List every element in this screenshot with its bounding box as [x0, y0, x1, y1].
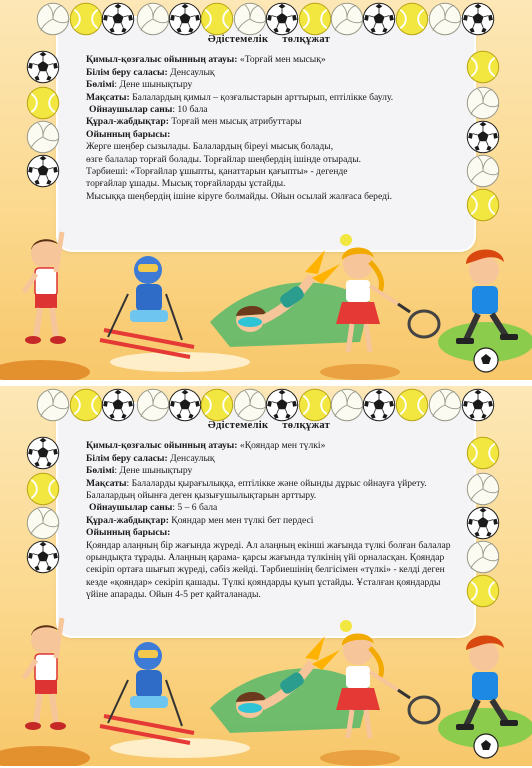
tennis-ball-icon	[395, 388, 429, 422]
soccer-ball-icon	[265, 2, 299, 36]
boy-figure	[24, 618, 66, 730]
players-label: Ойнаушылар саны	[89, 104, 173, 116]
tennis-ball-icon	[69, 388, 103, 422]
volleyball-icon	[466, 154, 500, 188]
card-title	[86, 420, 452, 432]
goal: : Балаларды қырағылыққа, ептілікке және ойынды дұрыс ойнауға үйрету. Балалардың ойынға деген қызығушылықтарын арттыру.	[86, 477, 427, 502]
tennis-ball-icon	[26, 472, 60, 506]
equipment: Торғай мен мысық атрибуттары	[171, 116, 302, 128]
goal: Балалардың қимыл – қозғалыстарын арттырып, ептілікке баулу.	[132, 91, 394, 103]
players: : 5 – 6 бала	[172, 502, 218, 514]
volleyball-icon	[466, 472, 500, 506]
title-left: Әдістемелік	[207, 34, 269, 45]
volleyball-icon	[136, 388, 170, 422]
progress-line: торғайлар ұшады. Мысық торғайларды ұстайды.	[86, 178, 286, 190]
soccer-ball-icon	[26, 154, 60, 188]
volleyball-icon	[428, 388, 462, 422]
progress-line: Жерге шеңбер сызылады. Балалардың біреуі мысық болады,	[86, 141, 334, 153]
soccer-ball-icon	[26, 540, 60, 574]
section-label: Бөлімі	[86, 79, 115, 91]
soccer-ball-icon	[26, 50, 60, 84]
volleyball-icon	[330, 2, 364, 36]
title-left: Әдістемелік	[207, 420, 269, 431]
soccer-ball-icon	[101, 2, 135, 36]
tennis-ball-icon	[395, 2, 429, 36]
tennis-ball-icon	[298, 388, 332, 422]
boy-figure	[24, 232, 66, 344]
tennis-ball-icon	[200, 2, 234, 36]
equipment: Қояндар мен мен түлкі бет пердесі	[171, 514, 314, 526]
progress-text: Қояндар алаңның бір жағында жүреді. Ал алаңның екінші жағында түлкі болған балалар орындықта тұрады. Алаңның қарама- қарсы жағында түлкінің үйі орналасқан. Қояндар секіріп ортаға шығып жүреді, сәбіз жейді. Тәрбиешінің белгісімен «түлкі» - келді деген кезде «қояндар» секіріп қашады. Түлкі қояндарды қуып ұстайды. Ұсталған қояндарды үйіне апарады. Ойын 4-5 рет қайталанады.	[86, 539, 451, 601]
volleyball-icon	[26, 120, 60, 154]
title-right: төлқұжат	[282, 34, 331, 45]
soccer-ball-icon	[101, 388, 135, 422]
volleyball-icon	[26, 506, 60, 540]
progress-line: Тәрбиеші: «Торғайлар ұшыпты, қанаттарын қағыпты» - дегенде	[86, 166, 348, 178]
soccer-ball-icon	[26, 436, 60, 470]
game-card-sparrows-cat	[0, 0, 532, 380]
tennis-ball-icon	[298, 2, 332, 36]
children-sports-illustration	[0, 212, 532, 380]
volleyball-icon	[36, 2, 70, 36]
section: : Дене шынықтыру	[114, 465, 193, 477]
soccer-ball-icon	[168, 2, 202, 36]
soccer-ball-icon	[362, 388, 396, 422]
goal-label: Мақсаты	[86, 477, 127, 489]
soccer-ball-icon	[461, 2, 495, 36]
progress-line: Мысыққа шеңбердің ішіне кіруге болмайды. Ойын осылай жалғаса береді.	[86, 190, 393, 202]
tennis-girl-figure	[336, 234, 439, 352]
soccer-ball-icon	[265, 388, 299, 422]
progress-line: өзге балалар торғай болады. Торғайлар шеңбердің ішінде отырады.	[86, 153, 362, 165]
skier-figure	[100, 642, 194, 743]
area-label: Білім беру саласы:	[86, 66, 168, 78]
progress-label: Ойынның барысы:	[86, 128, 171, 140]
progress-label: Ойынның барысы:	[86, 527, 171, 539]
card-title	[86, 34, 452, 46]
skier-figure	[100, 256, 194, 357]
area: Денсаулық	[170, 452, 215, 464]
volleyball-icon	[466, 540, 500, 574]
card-text	[86, 34, 452, 203]
soccer-ball-icon	[168, 388, 202, 422]
card-text	[86, 420, 452, 602]
section-label: Бөлімі	[86, 465, 115, 477]
soccer-ball-icon	[466, 506, 500, 540]
game-name-label: Қимыл-қозғалыс ойынның атауы:	[86, 440, 238, 452]
tennis-ball-icon	[26, 86, 60, 120]
volleyball-icon	[233, 388, 267, 422]
tennis-ball-icon	[466, 436, 500, 470]
game-card-rabbits-fox	[0, 386, 532, 766]
tennis-ball-icon	[466, 50, 500, 84]
title-right: төлқұжат	[282, 420, 331, 431]
volleyball-icon	[428, 2, 462, 36]
soccer-ball-icon	[466, 120, 500, 154]
volleyball-icon	[466, 86, 500, 120]
tennis-ball-icon	[200, 388, 234, 422]
tennis-girl-figure	[336, 620, 439, 738]
volleyball-icon	[330, 388, 364, 422]
area-label: Білім беру саласы:	[86, 452, 168, 464]
volleyball-icon	[233, 2, 267, 36]
children-sports-illustration	[0, 598, 532, 766]
equipment-label: Құрал-жабдықтар:	[86, 116, 169, 128]
soccer-ball-icon	[461, 388, 495, 422]
game-name-label: Қимыл-қозғалыс ойынның атауы:	[86, 54, 238, 66]
soccer-ball-icon	[362, 2, 396, 36]
game-name: «Торғай мен мысық»	[239, 54, 326, 66]
game-name: «Қояндар мен түлкі»	[239, 440, 326, 452]
volleyball-icon	[36, 388, 70, 422]
volleyball-icon	[136, 2, 170, 36]
equipment-label: Құрал-жабдықтар:	[86, 514, 169, 526]
tennis-ball-icon	[69, 2, 103, 36]
players: : 10 бала	[172, 104, 208, 116]
goal-label: Мақсаты:	[86, 91, 130, 103]
players-label: Ойнаушылар саны	[89, 502, 173, 514]
area: Денсаулық	[170, 66, 215, 78]
section: : Дене шынықтыру	[114, 79, 193, 91]
